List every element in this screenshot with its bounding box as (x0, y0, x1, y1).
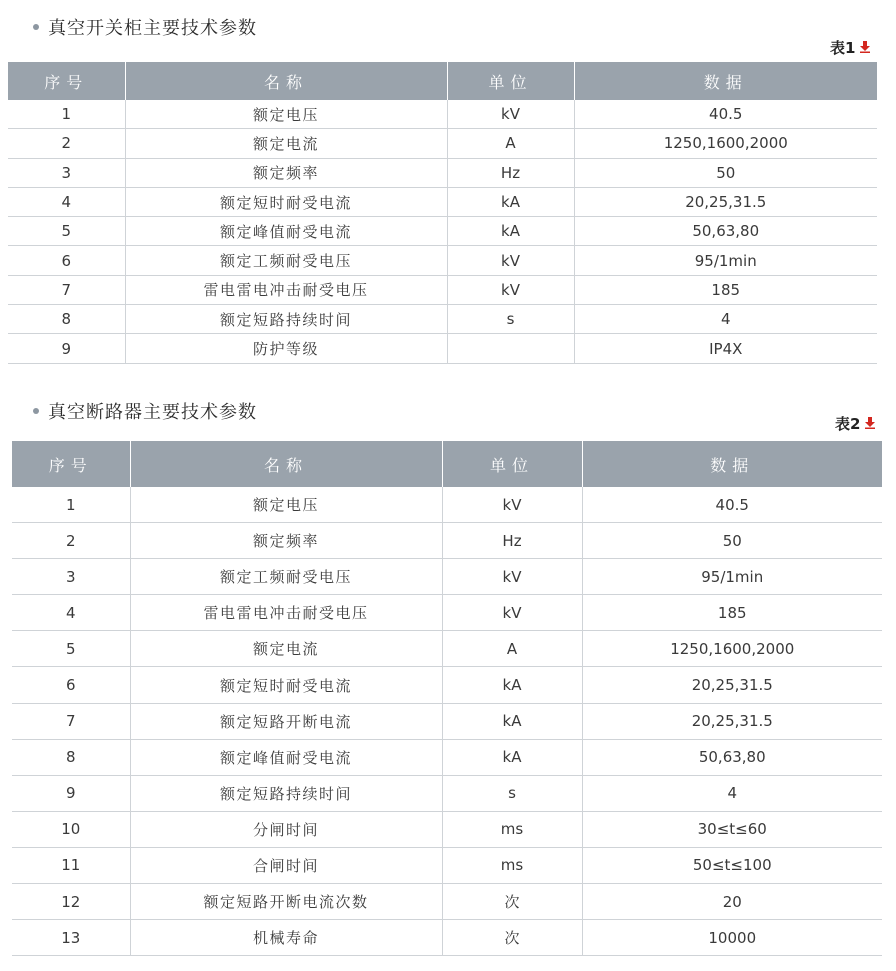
download-arrow-icon (865, 415, 875, 433)
table-row (12, 847, 882, 883)
column-header-unit: 单位 (447, 62, 574, 100)
cell-unit: Hz (447, 158, 574, 187)
cell-unit: s (442, 775, 582, 811)
table-row (8, 100, 877, 129)
cell-unit: A (442, 631, 582, 667)
section2-title-text: 真空断路器主要技术参数 (48, 402, 257, 423)
cell-value: 4 (582, 775, 882, 811)
cell-index: 6 (12, 667, 130, 703)
cell-value: 1250,1600,2000 (582, 631, 882, 667)
cell-unit: kV (442, 559, 582, 595)
column-header-name: 名称 (125, 62, 447, 100)
cell-unit: kA (442, 739, 582, 775)
table-row (8, 217, 877, 246)
cell-name: 额定短时耐受电流 (130, 667, 442, 703)
cell-value: 50,63,80 (574, 217, 877, 246)
cell-unit: kV (447, 246, 574, 275)
cell-unit: kV (442, 487, 582, 523)
cell-value: 4 (574, 305, 877, 334)
cell-unit: A (447, 129, 574, 158)
cell-name: 分闸时间 (130, 811, 442, 847)
cell-value: 50 (574, 158, 877, 187)
cell-name: 额定短路持续时间 (130, 775, 442, 811)
cell-name: 额定峰值耐受电流 (125, 217, 447, 246)
cell-index: 4 (8, 187, 125, 216)
cell-name: 额定短路持续时间 (125, 305, 447, 334)
cell-index: 3 (8, 158, 125, 187)
table-row (8, 246, 877, 275)
section1-title-text: 真空开关柜主要技术参数 (48, 18, 257, 39)
table-row (8, 187, 877, 216)
cell-name: 额定电流 (130, 631, 442, 667)
table-row (12, 559, 882, 595)
table-row (12, 920, 882, 956)
cell-index: 8 (8, 305, 125, 334)
cell-name: 额定峰值耐受电流 (130, 739, 442, 775)
table-row (12, 667, 882, 703)
cell-unit: kA (442, 703, 582, 739)
cell-value: 30≤t≤60 (582, 811, 882, 847)
cell-index: 11 (12, 847, 130, 883)
cell-value: 95/1min (574, 246, 877, 275)
cell-name: 额定短时耐受电流 (125, 187, 447, 216)
cell-index: 13 (12, 920, 130, 956)
cell-value: 20,25,31.5 (582, 667, 882, 703)
table2-ref (835, 413, 875, 434)
table-row (12, 884, 882, 920)
cell-name: 额定电流 (125, 129, 447, 158)
table-row (12, 523, 882, 559)
cell-index: 1 (12, 487, 130, 523)
table2-ref-label: 表2 (835, 415, 861, 433)
column-header-name: 名称 (130, 441, 442, 487)
cell-name: 额定电压 (125, 100, 447, 129)
bullet-icon (33, 408, 39, 414)
cell-index: 8 (12, 739, 130, 775)
column-header-value: 数据 (582, 441, 882, 487)
cell-name: 额定工频耐受电压 (125, 246, 447, 275)
cell-unit (447, 334, 574, 363)
column-header-unit: 单位 (442, 441, 582, 487)
table-row (12, 487, 882, 523)
column-header-value: 数据 (574, 62, 877, 100)
breaker-spec-table (12, 441, 882, 956)
cell-unit: ms (442, 847, 582, 883)
cell-name: 额定频率 (125, 158, 447, 187)
table1-ref (830, 37, 870, 58)
cell-value: 20,25,31.5 (582, 703, 882, 739)
cell-name: 防护等级 (125, 334, 447, 363)
cell-name: 合闸时间 (130, 847, 442, 883)
cell-value: 40.5 (582, 487, 882, 523)
cell-index: 1 (8, 100, 125, 129)
cell-value: IP4X (574, 334, 877, 363)
cell-index: 3 (12, 559, 130, 595)
table-row (8, 275, 877, 304)
cell-unit: kV (447, 275, 574, 304)
table-row (8, 334, 877, 363)
cell-unit: 次 (442, 884, 582, 920)
cell-name: 额定短路开断电流 (130, 703, 442, 739)
cell-index: 5 (8, 217, 125, 246)
cell-unit: kA (447, 187, 574, 216)
cell-index: 9 (12, 775, 130, 811)
cell-value: 50 (582, 523, 882, 559)
table-row (12, 739, 882, 775)
cell-value: 95/1min (582, 559, 882, 595)
cell-index: 9 (8, 334, 125, 363)
section1-title (33, 14, 257, 40)
table-row (12, 595, 882, 631)
cell-index: 12 (12, 884, 130, 920)
cell-index: 4 (12, 595, 130, 631)
table-row (8, 129, 877, 158)
cell-name: 额定工频耐受电压 (130, 559, 442, 595)
cell-value: 40.5 (574, 100, 877, 129)
cell-name: 额定短路开断电流次数 (130, 884, 442, 920)
cell-unit: kA (447, 217, 574, 246)
table-row (8, 158, 877, 187)
column-header-index: 序号 (8, 62, 125, 100)
table1-ref-label: 表1 (830, 39, 856, 57)
table-row (12, 703, 882, 739)
table-row (12, 631, 882, 667)
cell-name: 额定电压 (130, 487, 442, 523)
cell-unit: kV (447, 100, 574, 129)
download-arrow-icon (860, 39, 870, 57)
cell-value: 20,25,31.5 (574, 187, 877, 216)
cell-index: 10 (12, 811, 130, 847)
cell-unit: 次 (442, 920, 582, 956)
cell-index: 6 (8, 246, 125, 275)
cell-name: 额定频率 (130, 523, 442, 559)
cell-unit: ms (442, 811, 582, 847)
cell-index: 5 (12, 631, 130, 667)
switchgear-spec-table (8, 62, 877, 364)
table-row (12, 775, 882, 811)
column-header-index: 序号 (12, 441, 130, 487)
cell-index: 7 (8, 275, 125, 304)
table-header-row (12, 441, 882, 487)
cell-unit: kA (442, 667, 582, 703)
cell-index: 7 (12, 703, 130, 739)
cell-value: 185 (582, 595, 882, 631)
section2-title (33, 398, 257, 424)
table-row (12, 811, 882, 847)
cell-name: 雷电雷电冲击耐受电压 (130, 595, 442, 631)
cell-value: 10000 (582, 920, 882, 956)
cell-unit: Hz (442, 523, 582, 559)
cell-index: 2 (8, 129, 125, 158)
cell-index: 2 (12, 523, 130, 559)
bullet-icon (33, 24, 39, 30)
table-row (8, 305, 877, 334)
cell-value: 50≤t≤100 (582, 847, 882, 883)
table-header-row (8, 62, 877, 100)
cell-name: 机械寿命 (130, 920, 442, 956)
cell-unit: kV (442, 595, 582, 631)
cell-unit: s (447, 305, 574, 334)
cell-value: 185 (574, 275, 877, 304)
cell-value: 20 (582, 884, 882, 920)
cell-value: 1250,1600,2000 (574, 129, 877, 158)
cell-value: 50,63,80 (582, 739, 882, 775)
cell-name: 雷电雷电冲击耐受电压 (125, 275, 447, 304)
